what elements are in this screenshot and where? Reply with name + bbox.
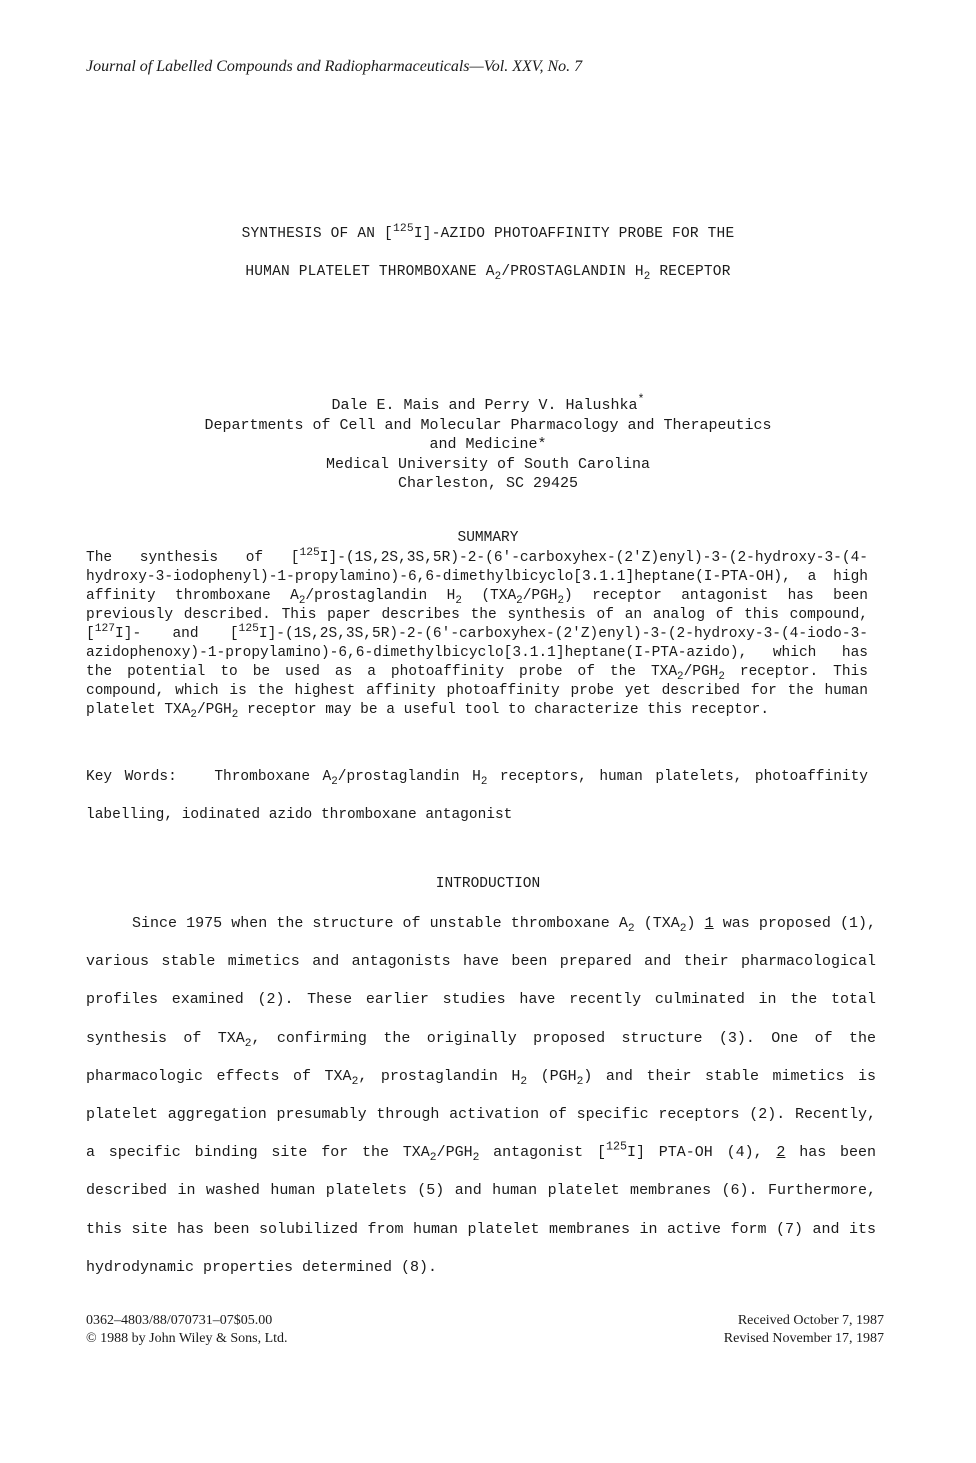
copyright: © 1988 by John Wiley & Sons, Ltd. [86, 1331, 288, 1346]
article-code: 0362–4803/88/070731–07$05.00 [86, 1313, 273, 1328]
footer-right [724, 1312, 884, 1348]
compound-ref-1: 1 [704, 915, 714, 932]
title-line-1: SYNTHESIS OF AN [$^{125}$I]-AZIDO PHOTOAFFINITY PROBE FOR THE [241, 222, 735, 242]
title-line-2: HUMAN PLATELET THROMBOXANE $A_2$/PROSTAGLANDIN $H_2$ RECEPTOR [245, 264, 731, 283]
journal-header: Journal of Labelled Compounds and Radiopharmaceuticals—Vol. XXV, No. 7 [86, 58, 583, 75]
compound-ref-2: 2 [776, 1144, 786, 1162]
received-date: Received October 7, 1987 [737, 1313, 884, 1328]
summary-heading: SUMMARY [457, 530, 519, 546]
affiliation-line: Charleston, SC 29425 [397, 475, 579, 492]
affiliation-line: Medical University of South Carolina [325, 455, 651, 473]
introduction-text: Since 1975 when the structure of unstable thromboxane $A_2$ $(TXA_2)$ 1 was proposed (1), various stable mimetics and antagonists have been prepared and their pharmacological profiles examined (2). These earlier studies have recently culminated in the total synthesis of $TXA_2$, confirming the originally proposed structure (3). One of the pharmacologic effects of $TXA_2$, prostaglandin $H_2$ $(PGH_2)$ and their stable mimetics is platelet aggregation presumably through activation of specific receptors (2). Recently, a specific binding site for the $TXA_2/PGH_2$ antagonist [$^{125}$I] PTA-OH (4), 2 has been described in washed human platelets (5) and human platelet membranes (6). Furthermore, this site has been solubilized from human platelet membranes in active form (7) and its hydrodynamic properties determined (8). [86, 915, 876, 1276]
affiliation-line: and Medicine* [429, 436, 547, 453]
keywords: Key Words: Thromboxane $A_2$/prostaglandin $H_2$ receptors, human platelets, photoaffinity labelling, iodinated azido thromboxane antagonist [86, 769, 868, 823]
summary-text: The synthesis of [$^{125}$I]-(1S,2S,3S,5R)-2-(6'-carboxyhex-(2'Z)enyl)-3-(2-hydroxy-3-(4-hydroxy-3-iodophenyl)-1-propylamino)-6,6-dimethylbicyclo[3.1.1]heptane(I-PTA-OH), a high affinity thromboxane $A_2$/prostaglandin $H_2$ $(TXA_2/PGH_2)$ receptor antagonist has been previously described. This paper describes the synthesis of an analog of this compound, [$^{127}$I]- and [$^{125}$I]-(1S,2S,3S,5R)-2-(6'-carboxyhex-(2'Z)enyl)-3-(2-hydroxy-3-(4-iodo-3-azidophenoxy)-1-propylamino)-6,6-dimethylbicyclo[3.1.1]heptane(I-PTA-azido), which has the potential to be used as a photoaffinity probe of the $TXA_2/PGH_2$ receptor. This compound, which is the highest affinity photoaffinity probe yet described for the human platelet $TXA_2/PGH_2$ receptor may be a useful tool to characterize this receptor. [86, 546, 868, 721]
author-block [0, 392, 976, 494]
revised-date: Revised November 17, 1987 [723, 1331, 884, 1346]
author-names: Dale E. Mais and Perry V. Halushka* [331, 392, 645, 414]
affiliation-line: Departments of Cell and Molecular Pharmacology and Therapeutics [204, 416, 772, 434]
introduction-heading: INTRODUCTION [435, 876, 541, 892]
footer-left [86, 1312, 288, 1348]
